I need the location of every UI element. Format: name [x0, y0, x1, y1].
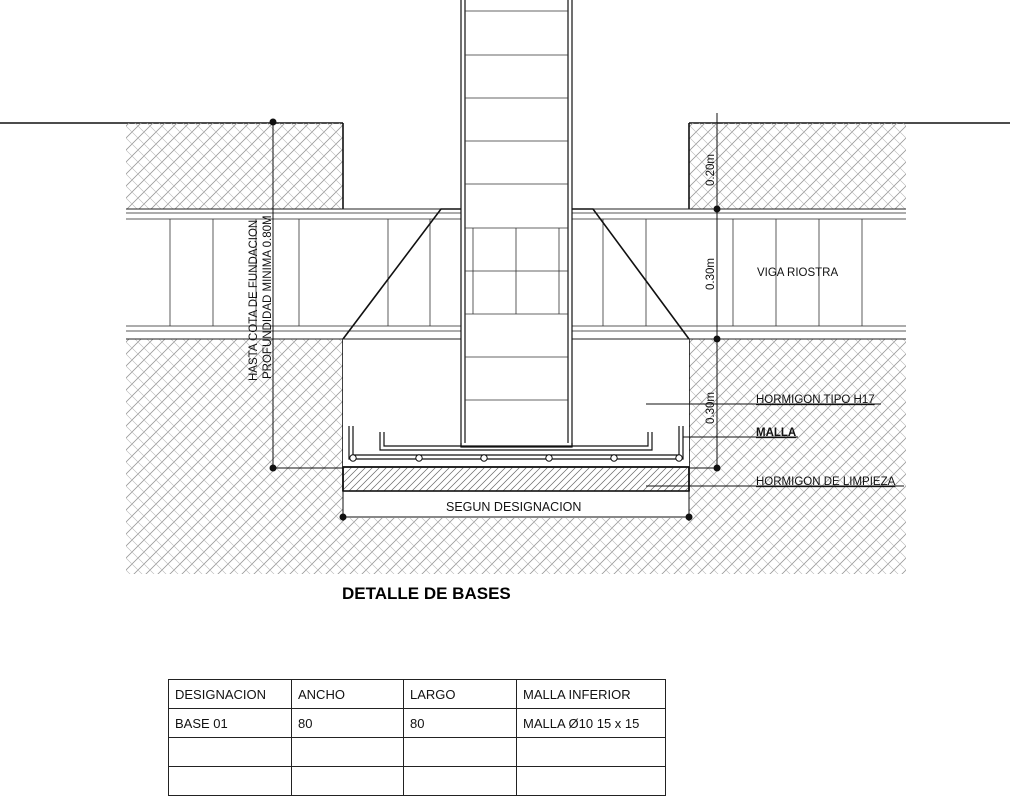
column: [461, 0, 572, 447]
concrete-label: HORMIGON TIPO H17: [756, 394, 875, 406]
table-cell: [404, 738, 517, 767]
table-cell: [169, 738, 292, 767]
table-cell: [517, 767, 666, 796]
table-cell: [292, 738, 404, 767]
header-designacion: DESIGNACION: [169, 680, 292, 709]
width-label: SEGUN DESIGNACION: [446, 500, 582, 514]
table-row: [169, 767, 666, 796]
table-cell: BASE 01: [169, 709, 292, 738]
header-largo: LARGO: [404, 680, 517, 709]
lean-concrete-label: HORMIGON DE LIMPIEZA: [756, 476, 896, 488]
table-cell: [292, 767, 404, 796]
header-ancho: ANCHO: [292, 680, 404, 709]
table-row: [169, 709, 666, 738]
dim-mid-label: 0.30m: [705, 258, 717, 290]
drawing-title: DETALLE DE BASES: [342, 584, 511, 603]
mesh-label: MALLA: [756, 427, 797, 439]
table-cell: 80: [292, 709, 404, 738]
foundation-spec-table: [168, 679, 666, 796]
table-cell: MALLA Ø10 15 x 15: [517, 709, 666, 738]
header-malla-inferior: MALLA INFERIOR: [517, 680, 666, 709]
table-row: [169, 738, 666, 767]
table-cell: [517, 738, 666, 767]
beam-label: VIGA RIOSTRA: [757, 267, 839, 279]
depth-label: HASTA COTA DE FUNDACION: [248, 219, 260, 381]
lean-concrete-layer: [343, 467, 689, 491]
table-cell: 80: [404, 709, 517, 738]
table-cell: [169, 767, 292, 796]
table-cell: [404, 767, 517, 796]
dim-top-label: 0.20m: [705, 154, 717, 186]
dim-bottom-label: 0.30m: [705, 392, 717, 424]
table-header-row: [169, 680, 666, 709]
depth-min-label: PROFUNDIDAD MINIMA 0.80M: [262, 215, 274, 379]
